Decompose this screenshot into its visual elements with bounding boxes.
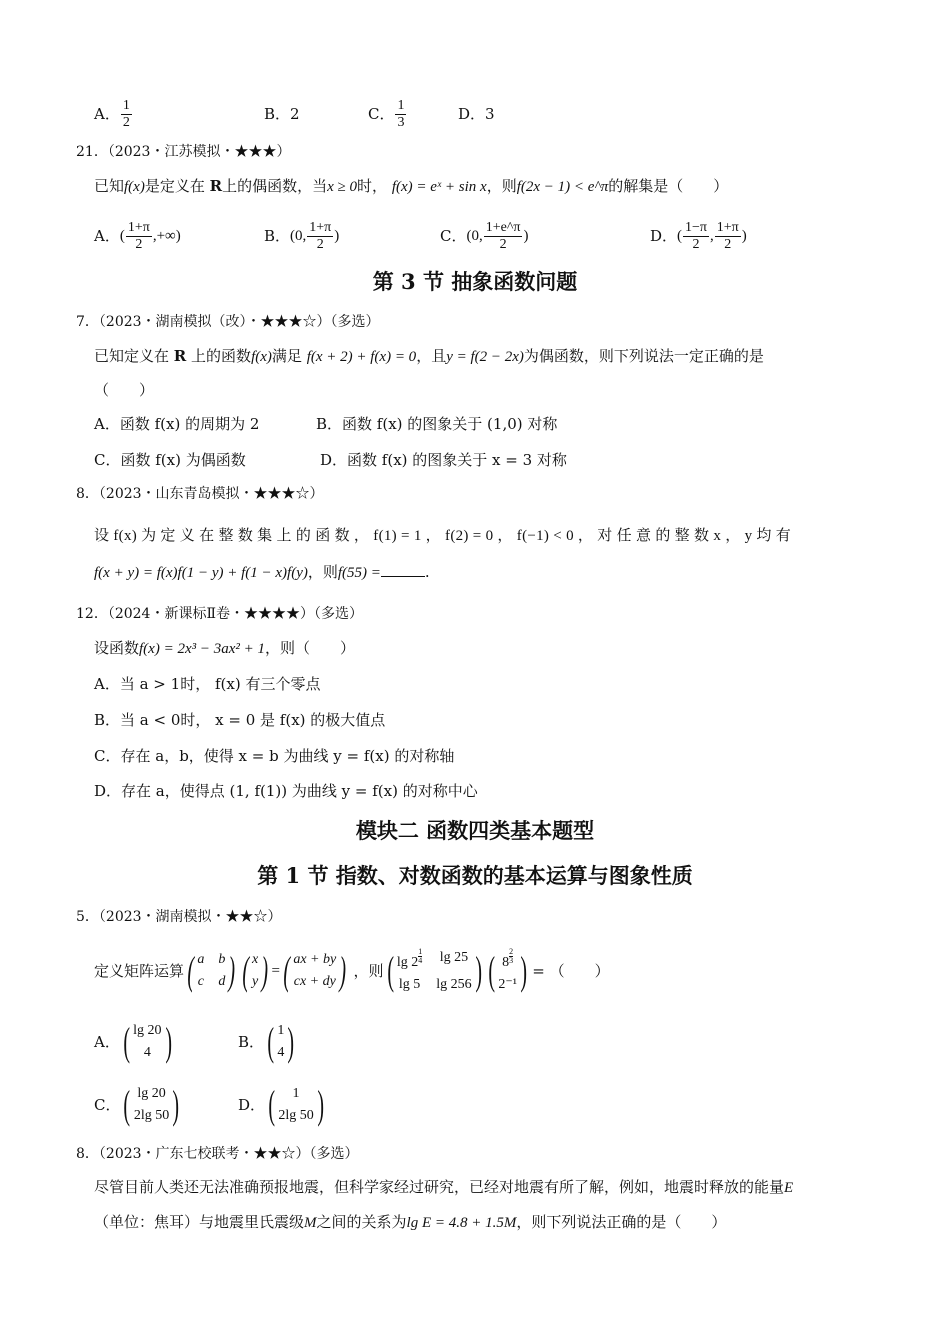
result-vector: ( ax + by cx + dy )	[283, 948, 347, 993]
q12-header: 12．（2024・新课标Ⅱ卷・★★★★）（多选）	[76, 606, 363, 622]
q5-option-d[interactable]: D． ( 1 2lg 50 )	[238, 1082, 324, 1127]
prev-options-row	[94, 94, 495, 134]
q7-stem: 已知定义在 R 上的函数f(x)满足 f(x + 2) + f(x) = 0，且y = f(2 − 2x)为偶函数，则下列说法一定正确的是	[94, 347, 764, 365]
option-c-label: C．	[368, 105, 395, 123]
section-1-title: 第 1 节 指数、对数函数的基本运算与图象性质	[257, 863, 693, 888]
q21-option-c[interactable]: C． (0, $\frac{1+e\^{}\pi}{2}$ )	[440, 219, 529, 252]
q21-option-d[interactable]: D． ( $\frac{1-\pi}{2}$ , $\frac{1+\pi}{2}$ )	[650, 219, 747, 252]
q5-option-b[interactable]: B． ( 1 4 )	[238, 1019, 295, 1064]
q12-option-a[interactable]: A．当 a > 1时， f(x) 有三个零点	[94, 675, 321, 693]
q21-option-a[interactable]: A． ( $\frac{1+\pi}{2}$ ,+∞)	[94, 219, 181, 252]
q7-option-a[interactable]: A．函数 f(x) 的周期为 2	[94, 415, 260, 433]
answer-blank[interactable]	[381, 562, 425, 577]
q8b-header: 8．（2023・广东七校联考・★★☆）（多选）	[76, 1146, 359, 1162]
q5-stem: 定义矩阵运算 ( a b c d ) ( x y ) = ( ax + by cx + dy ) ，则 ( lg 2 $\frac{1}{4}$ lg 25 lg 5 lg 256 ) ( 8 $\frac{2}{3}$ 2⁻¹ ) = （ ）	[94, 946, 610, 993]
q8a-header: 8．（2023・山东青岛模拟・★★★☆）	[76, 486, 324, 502]
log-matrix: ( lg 2 $\frac{1}{4}$ lg 25 lg 5 lg 256 )	[386, 946, 482, 993]
q8a-line2: f(x + y) = f(x)f(1 − y) + f(1 − x)f(y)，则f(55) = .	[94, 563, 430, 581]
option-b[interactable]: B．2	[264, 105, 300, 123]
q7-header: 7．（2023・湖南模拟（改）・★★★☆）（多选）	[76, 314, 380, 330]
q7-option-b[interactable]: B．函数 f(x) 的图象关于 (1,0) 对称	[316, 415, 558, 433]
q5-header: 5．（2023・湖南模拟・★★☆）	[76, 909, 282, 925]
q5-option-c[interactable]: C． ( lg 20 2lg 50 )	[94, 1082, 180, 1127]
module-2-title: 模块二 函数四类基本题型	[355, 818, 595, 843]
power-vector: ( 8 $\frac{2}{3}$ 2⁻¹ )	[488, 946, 527, 993]
option-a[interactable]	[94, 98, 264, 131]
q21-header: 21．（2023・江苏模拟・★★★）	[76, 144, 291, 160]
option-c[interactable]	[368, 98, 458, 131]
matrix-abcd: ( a b c d )	[187, 948, 236, 993]
vector-xy: ( x y )	[242, 948, 269, 993]
option-a-label: A．	[94, 105, 120, 123]
q8b-line1: 尽管目前人类还无法准确预报地震，但科学家经过研究，已经对地震有所了解，例如，地震时释放的能量E	[94, 1178, 794, 1196]
q7-option-d[interactable]: D．函数 f(x) 的图象关于 x = 3 对称	[320, 451, 567, 469]
option-d[interactable]: D．3	[458, 105, 495, 123]
q8a-line1: 设 f(x) 为 定 义 在 整 数 集 上 的 函 数 ， f(1) = 1 ， f(2) = 0 ， f(−1) < 0 ， 对 任 意 的 整 数 x ， y 均 有	[94, 528, 792, 544]
q12-option-b[interactable]: B．当 a < 0时， x = 0 是 f(x) 的极大值点	[94, 711, 386, 729]
option-c-fraction: $\frac{1}{3}$	[397, 97, 405, 130]
q12-option-d[interactable]: D．存在 a，使得点 (1, f(1)) 为曲线 y = f(x) 的对称中心	[94, 782, 478, 800]
q7-paren: （ ）	[94, 381, 155, 399]
q5-options-cd	[94, 1077, 327, 1133]
q8b-line2: （单位：焦耳）与地震里氏震级M之间的关系为lg E = 4.8 + 1.5M，则下列说法正确的是（ ）	[94, 1213, 727, 1231]
q21-option-b[interactable]: B． (0, $\frac{1+\pi}{2}$ )	[264, 219, 340, 252]
q21-options-row	[94, 216, 747, 256]
q12-option-c[interactable]: C．存在 a，b，使得 x = b 为曲线 y = f(x) 的对称轴	[94, 747, 455, 765]
section-3-title: 第 3 节 抽象函数问题	[372, 269, 578, 294]
option-a-fraction: $\frac{1}{2}$	[122, 97, 130, 130]
q7-option-c[interactable]: C．函数 f(x) 为偶函数	[94, 451, 246, 469]
q12-stem: 设函数f(x) = 2x³ − 3ax² + 1，则（ ）	[94, 639, 356, 657]
q21-stem: 已知f(x)是定义在 R上的偶函数，当x ≥ 0时， f(x) = eˣ + sin x，则f(2x − 1) < e^π的解集是（ ）	[94, 177, 729, 195]
q5-options-ab	[94, 1014, 298, 1070]
q5-option-a[interactable]: A． ( lg 20 4 )	[94, 1019, 172, 1064]
